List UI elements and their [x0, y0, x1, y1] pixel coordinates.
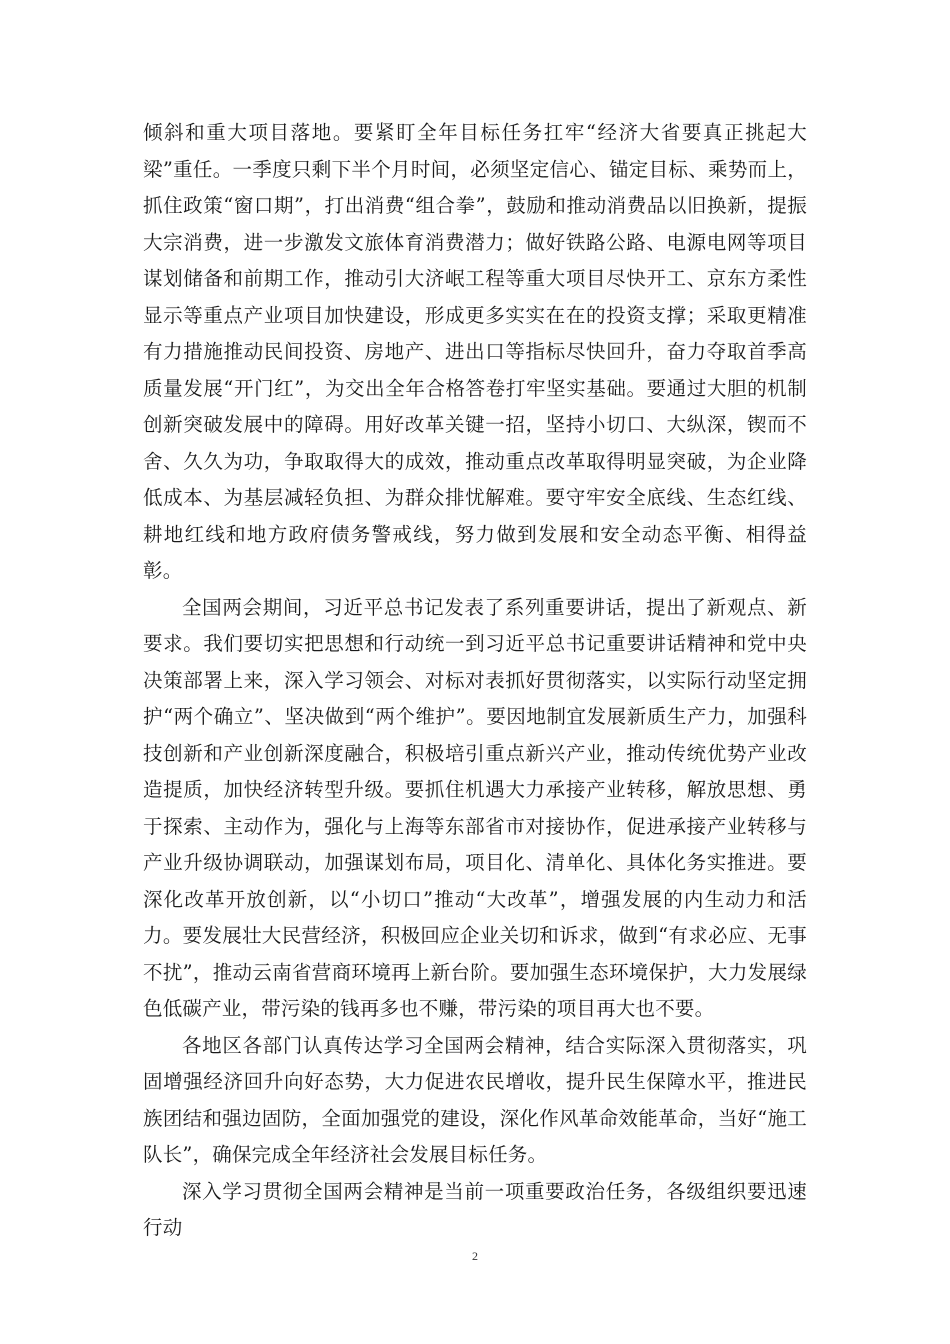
document-body — [143, 115, 807, 1247]
paragraph-2: 全国两会期间，习近平总书记发表了系列重要讲话，提出了新观点、新要求。我们要切实把思想和行动统一到习近平总书记重要讲话精神和党中央决策部署上来，深入学习领会、对标对表抓好贯彻落实，以实际行动坚定拥护“两个确立”、坚决做到“两个维护”。要因地制宜发展新质生产力，加强科技创新和产业创新深度融合，积极培引重点新兴产业，推动传统优势产业改造提质，加快经济转型升级。要抓住机遇大力承接产业转移，解放思想、勇于探索、主动作为，强化与上海等东部省市对接协作，促进承接产业转移与产业升级协调联动，加强谋划布局，项目化、清单化、具体化务实推进。要深化改革开放创新，以“小切口”推动“大改革”，增强发展的内生动力和活力。要发展壮大民营经济，积极回应企业关切和诉求，做到“有求必应、无事不扰”，推动云南省营商环境再上新台阶。要加强生态环境保护，大力发展绿色低碳产业，带污染的钱再多也不赚，带污染的项目再大也不要。 — [143, 595, 807, 1020]
paragraph-1: 倾斜和重大项目落地。要紧盯全年目标任务扛牢“经济大省要真正挑起大梁”重任。一季度只剩下半个月时间，必须坚定信心、锚定目标、乘势而上，抓住政策“窗口期”，打出消费“组合拳”，鼓励和推动消费品以旧换新，提振大宗消费，进一步激发文旅体育消费潜力；做好铁路公路、电源电网等项目谋划储备和前期工作，推动引大济岷工程等重大项目尽快开工、京东方柔性显示等重点产业项目加快建设，形成更多实实在在的投资支撑；采取更精准有力措施推动民间投资、房地产、进出口等指标尽快回升，奋力夺取首季高质量发展“开门红”，为交出全年合格答卷打牢坚实基础。要通过大胆的机制创新突破发展中的障碍。用好改革关键一招，坚持小切口、大纵深，锲而不舍、久久为功，争取取得大的成效，推动重点改革取得明显突破，为企业降低成本、为基层减轻负担、为群众排忧解难。要守牢安全底线、生态红线、耕地红线和地方政府债务警戒线，努力做到发展和安全动态平衡、相得益彰。 — [143, 121, 807, 582]
paragraph-4: 深入学习贯彻全国两会精神是当前一项重要政治任务，各级组织要迅速行动 — [143, 1179, 807, 1239]
paragraph-3: 各地区各部门认真传达学习全国两会精神，结合实际深入贯彻落实，巩固增强经济回升向好态势，大力促进农民增收，提升民生保障水平，推进民族团结和强边固防，全面加强党的建设，深化作风革命效能革命，当好“施工队长”，确保完成全年经济社会发展目标任务。 — [143, 1033, 807, 1166]
page-number: 2 — [472, 1249, 478, 1263]
